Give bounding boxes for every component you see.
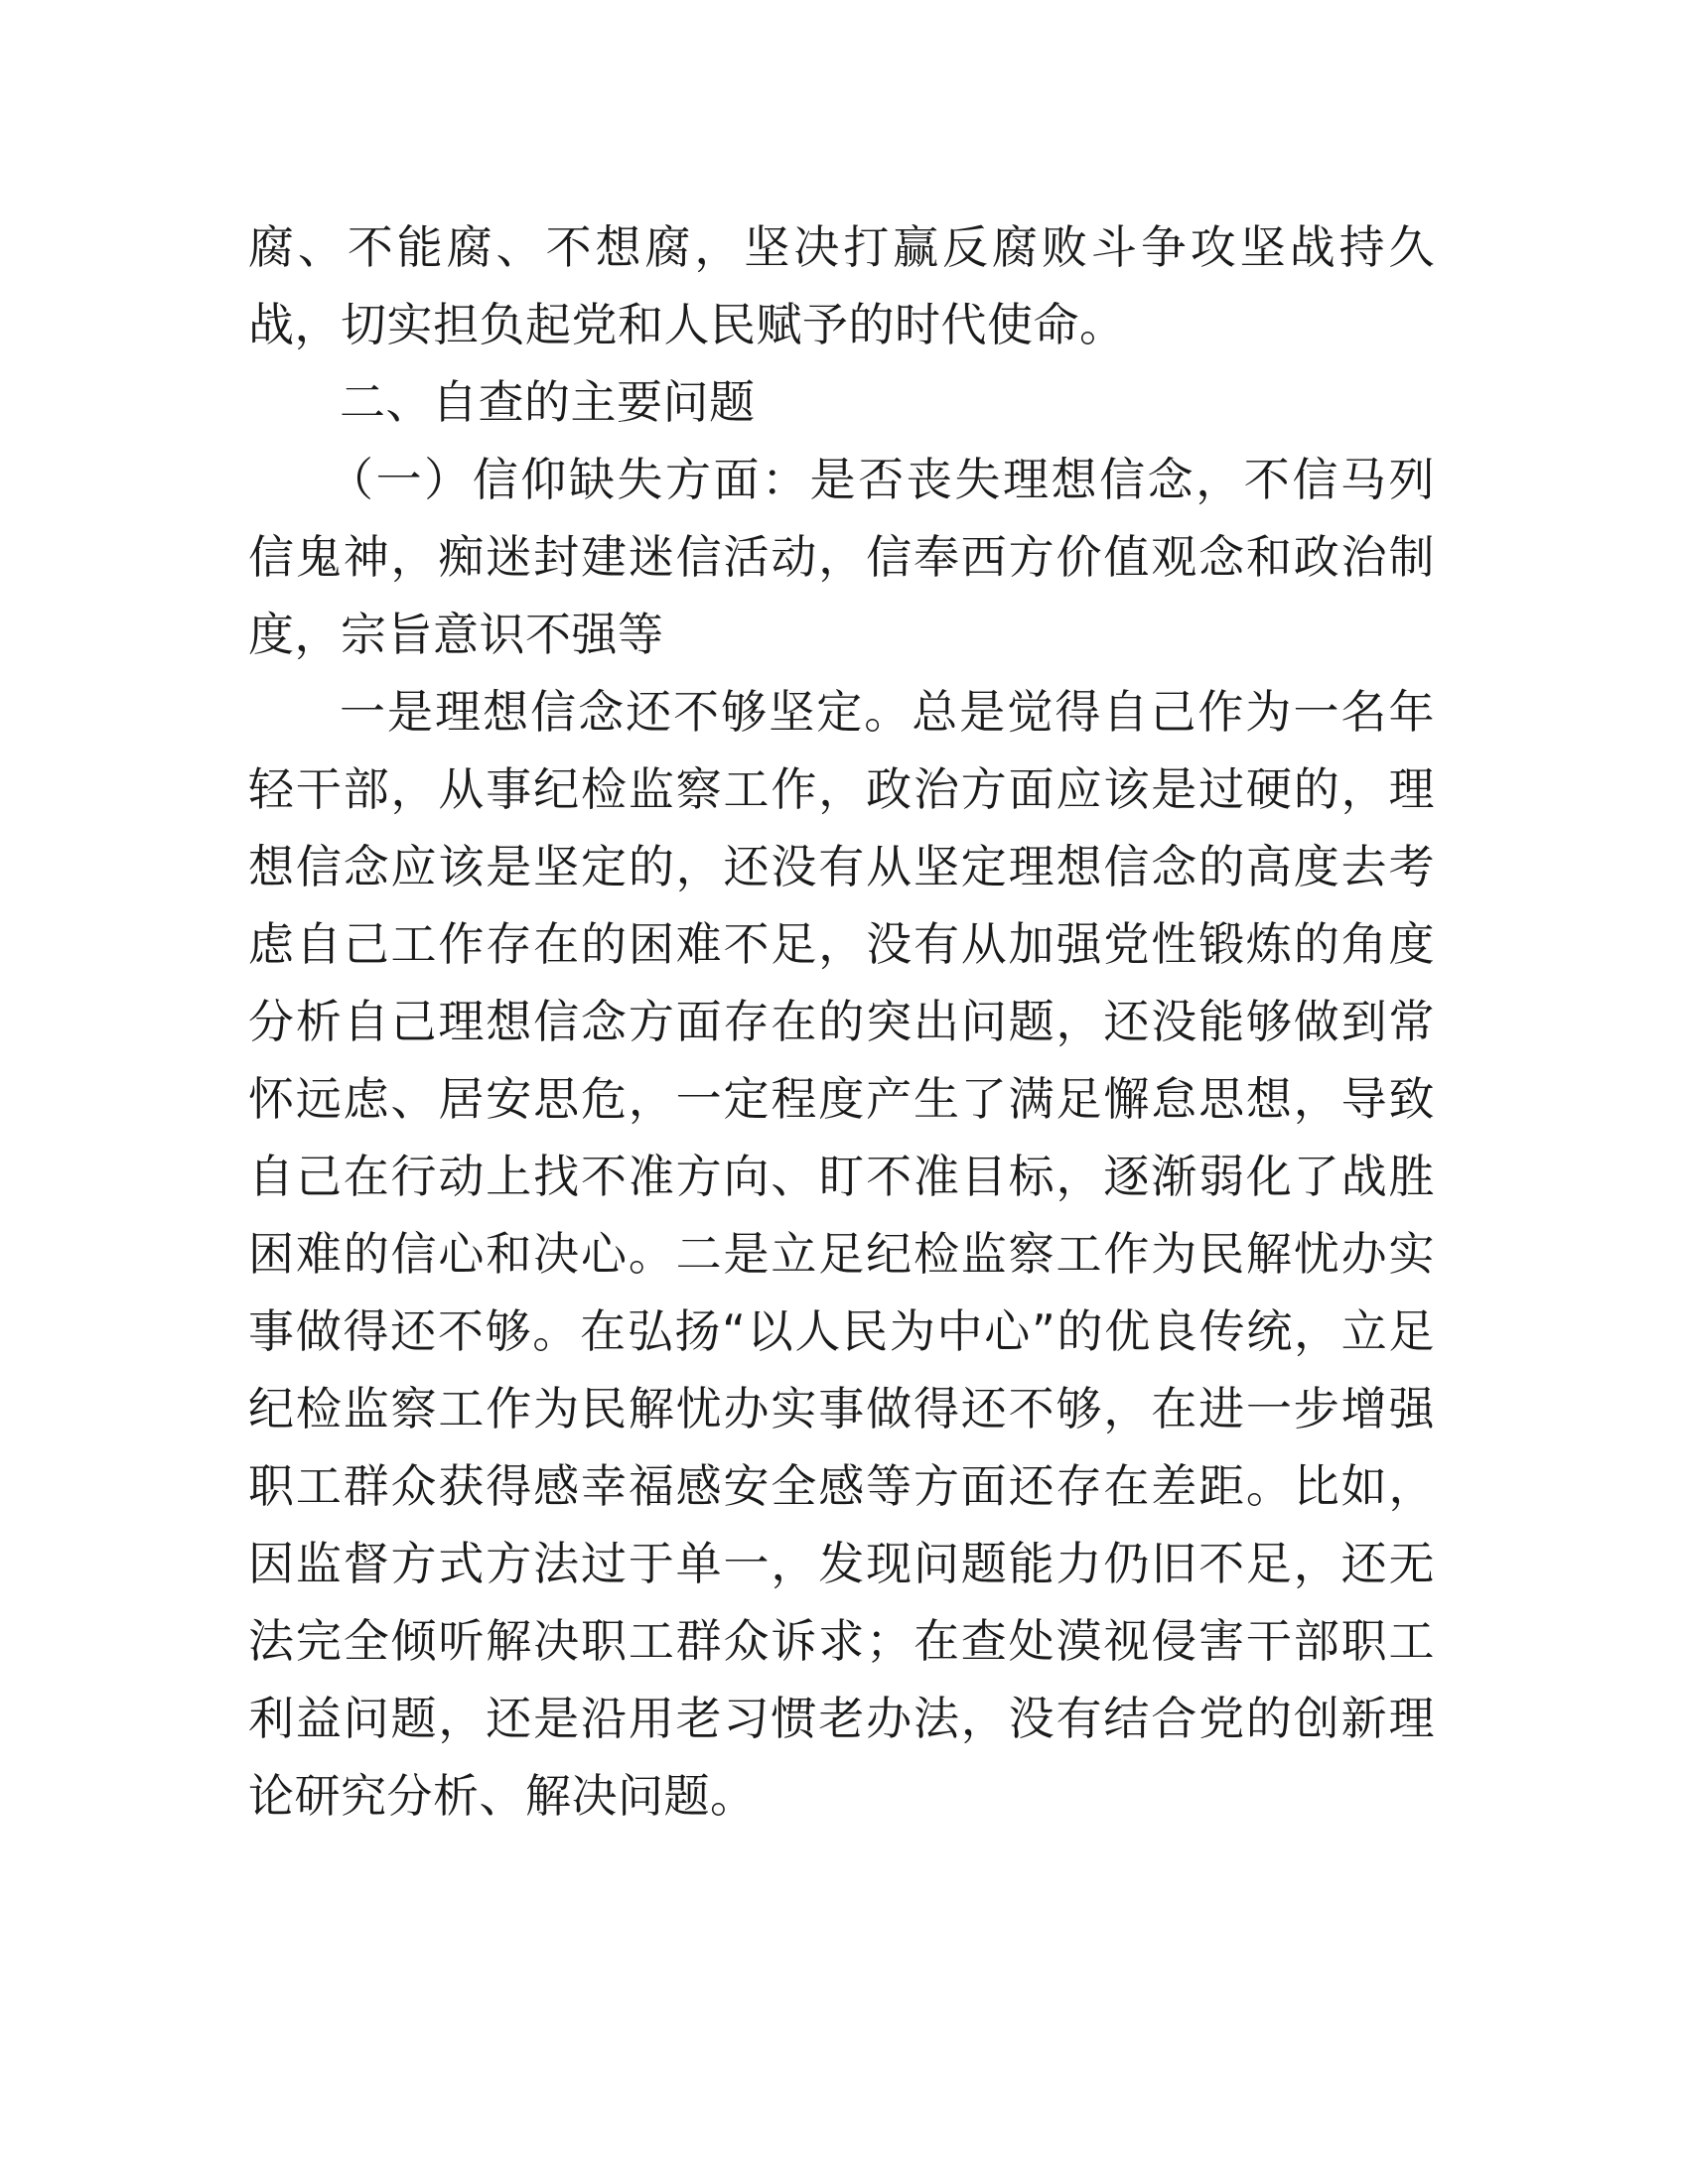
section-heading: 二、自查的主要问题 (340, 375, 756, 429)
body-paragraph: 一是理想信念还不够坚定。总是觉得自己作为一名年轻干部，从事纪检监察工作，政治方面应该是过硬的，理想信念应该是坚定的，还没有从坚定理想信念的高度去考虑自己工作存在的困难不足，没有从加强党性锻炼的角度分析自己理想信念方面存在的突出问题，还没能够做到常怀远虑、居安思危，一定程度产生了满足懈怠思想，导致自己在行动上找不准方向、盯不准目标，逐渐弱化了战胜困难的信心和决心。二是立足纪检监察工作为民解忧办实事做得还不够。在弘扬“以人民为中心”的优良传统，立足纪检监察工作为民解忧办实事做得还不够，在进一步增强职工群众获得感幸福感安全感等方面还存在差距。比如，因监督方式方法过于单一，发现问题能力仍旧不足，还无法完全倾听解决职工群众诉求；在查处漠视侵害干部职工利益问题，还是沿用老习惯老办法，没有结合党的创新理论研究分析、解决问题。 (248, 685, 1435, 1823)
continued-paragraph: 腐、不能腐、不想腐，坚决打赢反腐败斗争攻坚战持久战，切实担负起党和人民赋予的时代使命。 (248, 220, 1435, 351)
subsection-heading: （一）信仰缺失方面：是否丧失理想信念，不信马列信鬼神，痴迷封建迷信活动，信奉西方价值观念和政治制度，宗旨意识不强等 (248, 453, 1435, 661)
document-body (248, 208, 1435, 1835)
